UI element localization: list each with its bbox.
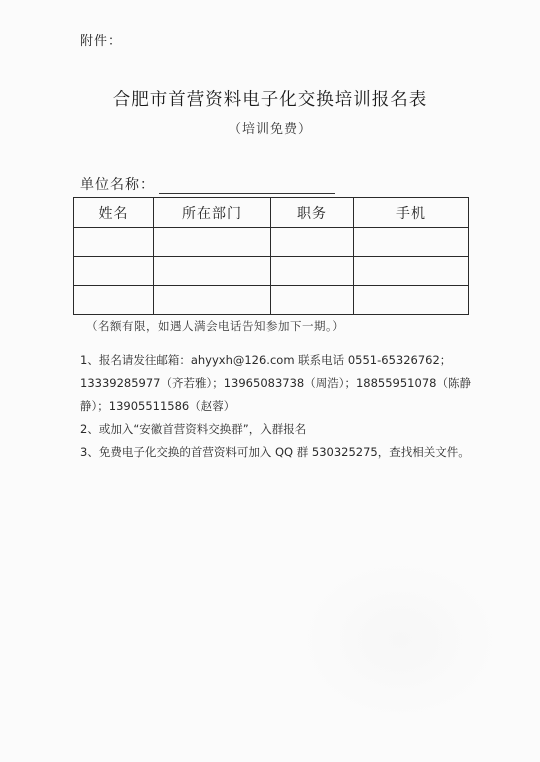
table-cell xyxy=(154,228,271,257)
instruction-1: 1、报名请发往邮箱：ahyyxh@126.com 联系电话 0551-65326762；13339285977（齐若雅）；13965083738（周浩）；18855951078（陈静静）；13905511586（赵蓉） xyxy=(80,353,471,413)
unit-name-label: 单位名称： xyxy=(80,177,155,193)
table-cell xyxy=(354,228,469,257)
table-header-row xyxy=(74,198,469,228)
table-cell xyxy=(74,228,154,257)
unit-name-row xyxy=(80,174,335,194)
unit-name-blank xyxy=(159,177,335,194)
table-cell xyxy=(154,257,271,286)
column-header-name: 姓名 xyxy=(74,198,154,228)
table-cell xyxy=(271,257,354,286)
instruction-2: 2、或加入“安徽首营资料交换群”，入群报名 xyxy=(80,422,307,436)
column-header-department: 所在部门 xyxy=(154,198,271,228)
table-cell xyxy=(74,286,154,315)
form-title: 合肥市首营资料电子化交换培训报名表 xyxy=(112,90,428,110)
form-subtitle: （培训免费） xyxy=(227,122,312,137)
table-cell xyxy=(154,286,271,315)
table-row xyxy=(74,286,469,315)
scan-smudge xyxy=(300,560,500,720)
instructions-block xyxy=(80,349,476,464)
table-row xyxy=(74,228,469,257)
table-cell xyxy=(354,257,469,286)
column-header-position: 职务 xyxy=(271,198,354,228)
instruction-3: 3、免费电子化交换的首营资料可加入 QQ 群 530325275，查找相关文件。 xyxy=(80,445,470,459)
table-cell xyxy=(354,286,469,315)
table-cell xyxy=(74,257,154,286)
table-row xyxy=(74,257,469,286)
table-cell xyxy=(271,228,354,257)
table-cell xyxy=(271,286,354,315)
attachment-label: 附件： xyxy=(80,34,123,49)
registration-table xyxy=(73,197,469,315)
quota-note: （名额有限，如遇人满会电话告知参加下一期。） xyxy=(86,319,345,333)
column-header-phone: 手机 xyxy=(354,198,469,228)
